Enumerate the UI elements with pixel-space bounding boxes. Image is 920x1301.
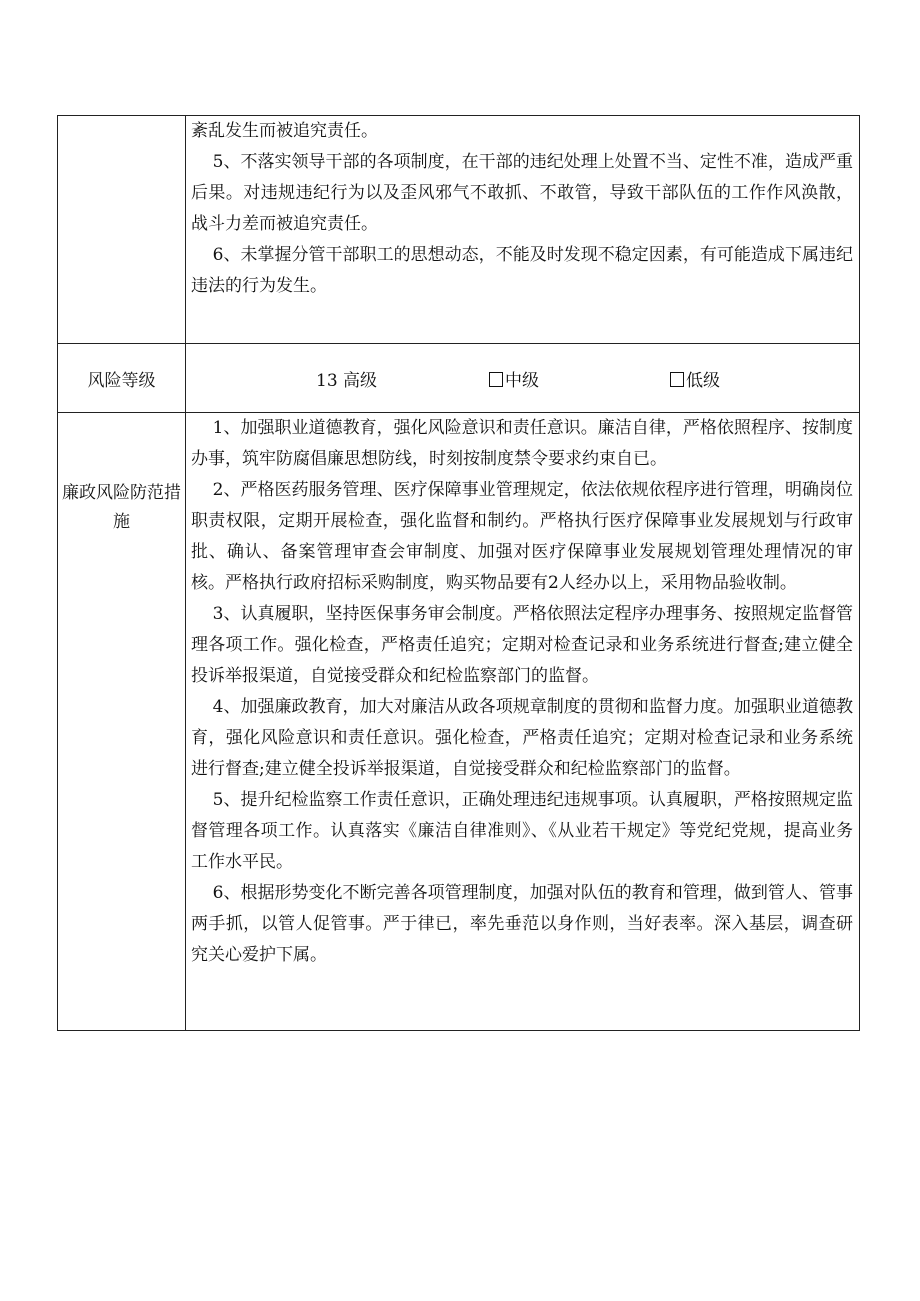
risk-paragraph: 5、不落实领导干部的各项制度，在干部的违纪处理上处置不当、定性不准，造成严重后果。对违规违纪行为以及歪风邪气不敢抓、不敢管，导致干部队伍的工作作风涣散，战斗力差而被追究责任。 [191, 152, 853, 234]
measure-paragraph: 2、严格医药服务管理、医疗保障事业管理规定，依法依规依程序进行管理，明确岗位职责权限，定期开展检查，强化监督和制约。严格执行医疗保障事业发展规划与行政审批、确认、备案管理审查会审制度、加强对医疗保障事业发展规划管理处理情况的审核。严格执行政府招标采购制度，购买物品要有2人经办以上，采用物品验收制。 [191, 480, 853, 593]
risk-paragraph: 6、未掌握分管干部职工的思想动态，不能及时发现不稳定因素，有可能造成下属违纪违法的行为发生。 [191, 245, 853, 296]
risk-level-options-cell [186, 344, 860, 413]
risk-description-row [58, 116, 860, 344]
checkbox-icon [670, 372, 684, 387]
measure-paragraph: 1、加强职业道德教育，强化风险意识和责任意识。廉洁自律，严格依照程序、按制度办事，筑牢防腐倡廉思想防线，时刻按制度禁令要求约束自已。 [191, 418, 853, 469]
checkbox-icon [489, 372, 503, 387]
risk-level-high-option: 13 高级 [316, 371, 378, 391]
measures-cell [186, 413, 860, 1031]
risk-paragraph: 紊乱发生而被追究责任。 [191, 121, 378, 141]
risk-level-mid-label: 中级 [505, 371, 539, 391]
risk-level-row [58, 344, 860, 413]
risk-level-label: 风险等级 [87, 370, 156, 391]
risk-level-label-cell [58, 344, 186, 413]
measure-paragraph: 6、根据形势变化不断完善各项管理制度，加强对队伍的教育和管理，做到管人、管事两手抓，以管人促管事。严于律已，率先垂范以身作则，当好表率。深入基层，调查研究关心爱护下属。 [191, 883, 853, 965]
risk-description-cell [186, 116, 860, 344]
risk-description-label-cell [58, 116, 186, 344]
measure-paragraph: 4、加强廉政教育，加大对廉洁从政各项规章制度的贯彻和监督力度。加强职业道德教育，强化风险意识和责任意识。强化检查，严格责任追究；定期对检查记录和业务系统进行督查;建立健全投诉举报渠道，自觉接受群众和纪检监察部门的监督。 [191, 697, 853, 779]
risk-control-table [57, 115, 860, 1031]
measures-label: 廉政风险防范措施 [62, 483, 181, 532]
measures-label-cell [58, 413, 186, 1031]
risk-level-low-label: 低级 [686, 371, 720, 391]
measures-row [58, 413, 860, 1031]
measure-paragraph: 5、提升纪检监察工作责任意识，正确处理违纪违规事项。认真履职，严格按照规定监督管理各项工作。认真落实《廉洁自律准则》、《从业若干规定》等党纪党规，提高业务工作水平民。 [191, 790, 853, 872]
risk-level-low-option [670, 366, 720, 391]
measure-paragraph: 3、认真履职，坚持医保事务审会制度。严格依照法定程序办理事务、按照规定监督管理各项工作。强化检查，严格责任追究；定期对检查记录和业务系统进行督查;建立健全投诉举报渠道，自觉接受群众和纪检监察部门的监督。 [191, 604, 853, 686]
risk-level-mid-option [489, 366, 539, 391]
